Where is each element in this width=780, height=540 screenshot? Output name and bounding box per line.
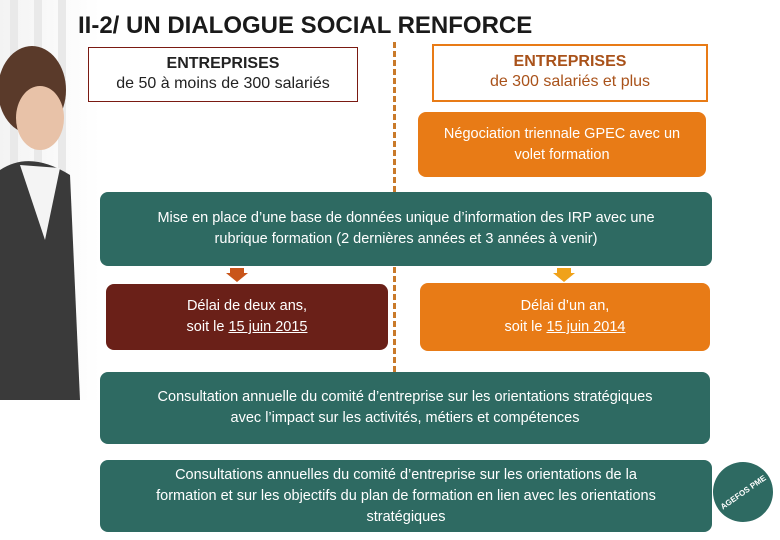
deadline-right-date: 15 juin 2014	[546, 319, 626, 335]
agefos-seal-logo: AGEFOS PME	[701, 450, 780, 534]
deadline-right-box	[420, 283, 710, 351]
header-left-line2: de 50 à moins de 300 salariés	[116, 75, 330, 92]
gpec-line1: Négociation triennale GPEC avec un	[443, 125, 681, 142]
deadline-left-date: 15 juin 2015	[228, 319, 308, 335]
deadline-right-line1: Délai d’un an,	[520, 298, 610, 314]
consultation1-line1: Consultation annuelle du comité d’entreprise sur les orientations stratégiques	[157, 389, 653, 405]
deadline-right-prefix: soit le	[504, 319, 547, 335]
consultation-strategy-box	[100, 372, 710, 444]
consultation2-line1: Consultations annuelles du comité d’entreprise sur les orientations de la	[175, 466, 637, 483]
arrow-down-orange-icon	[553, 268, 575, 282]
deadline-right-line2	[505, 317, 626, 338]
header-right-large	[432, 44, 708, 102]
page-title: II-2/ UN DIALOGUE SOCIAL RENFORCE	[78, 12, 533, 39]
header-left-sme	[88, 47, 358, 102]
header-right-line1: ENTREPRISES	[513, 53, 627, 70]
gpec-negotiation-box	[418, 112, 706, 177]
database-line2: rubrique formation (2 dernières années et 3 années à venir)	[214, 231, 598, 247]
header-right-line2: de 300 salariés et plus	[489, 73, 651, 90]
arrow-down-brown-icon	[226, 268, 248, 282]
database-box	[100, 192, 712, 266]
consultation2-line3: stratégiques	[366, 508, 446, 525]
database-line1: Mise en place d’une base de données unique d’information des IRP avec une	[157, 210, 655, 226]
portrait-photo	[0, 0, 100, 400]
deadline-left-prefix: soit le	[186, 319, 229, 335]
deadline-left-line2	[187, 317, 308, 338]
gpec-line2: volet formation	[514, 146, 610, 163]
header-left-line1: ENTREPRISES	[166, 55, 280, 72]
deadline-left-line1: Délai de deux ans,	[186, 298, 308, 314]
consultation1-line2: avec l’impact sur les activités, métiers et compétences	[230, 410, 580, 426]
consultation2-line2: formation et sur les objectifs du plan de formation en lien avec les orientations	[156, 487, 656, 504]
deadline-left-box	[106, 284, 388, 350]
consultation-training-box	[100, 460, 712, 532]
